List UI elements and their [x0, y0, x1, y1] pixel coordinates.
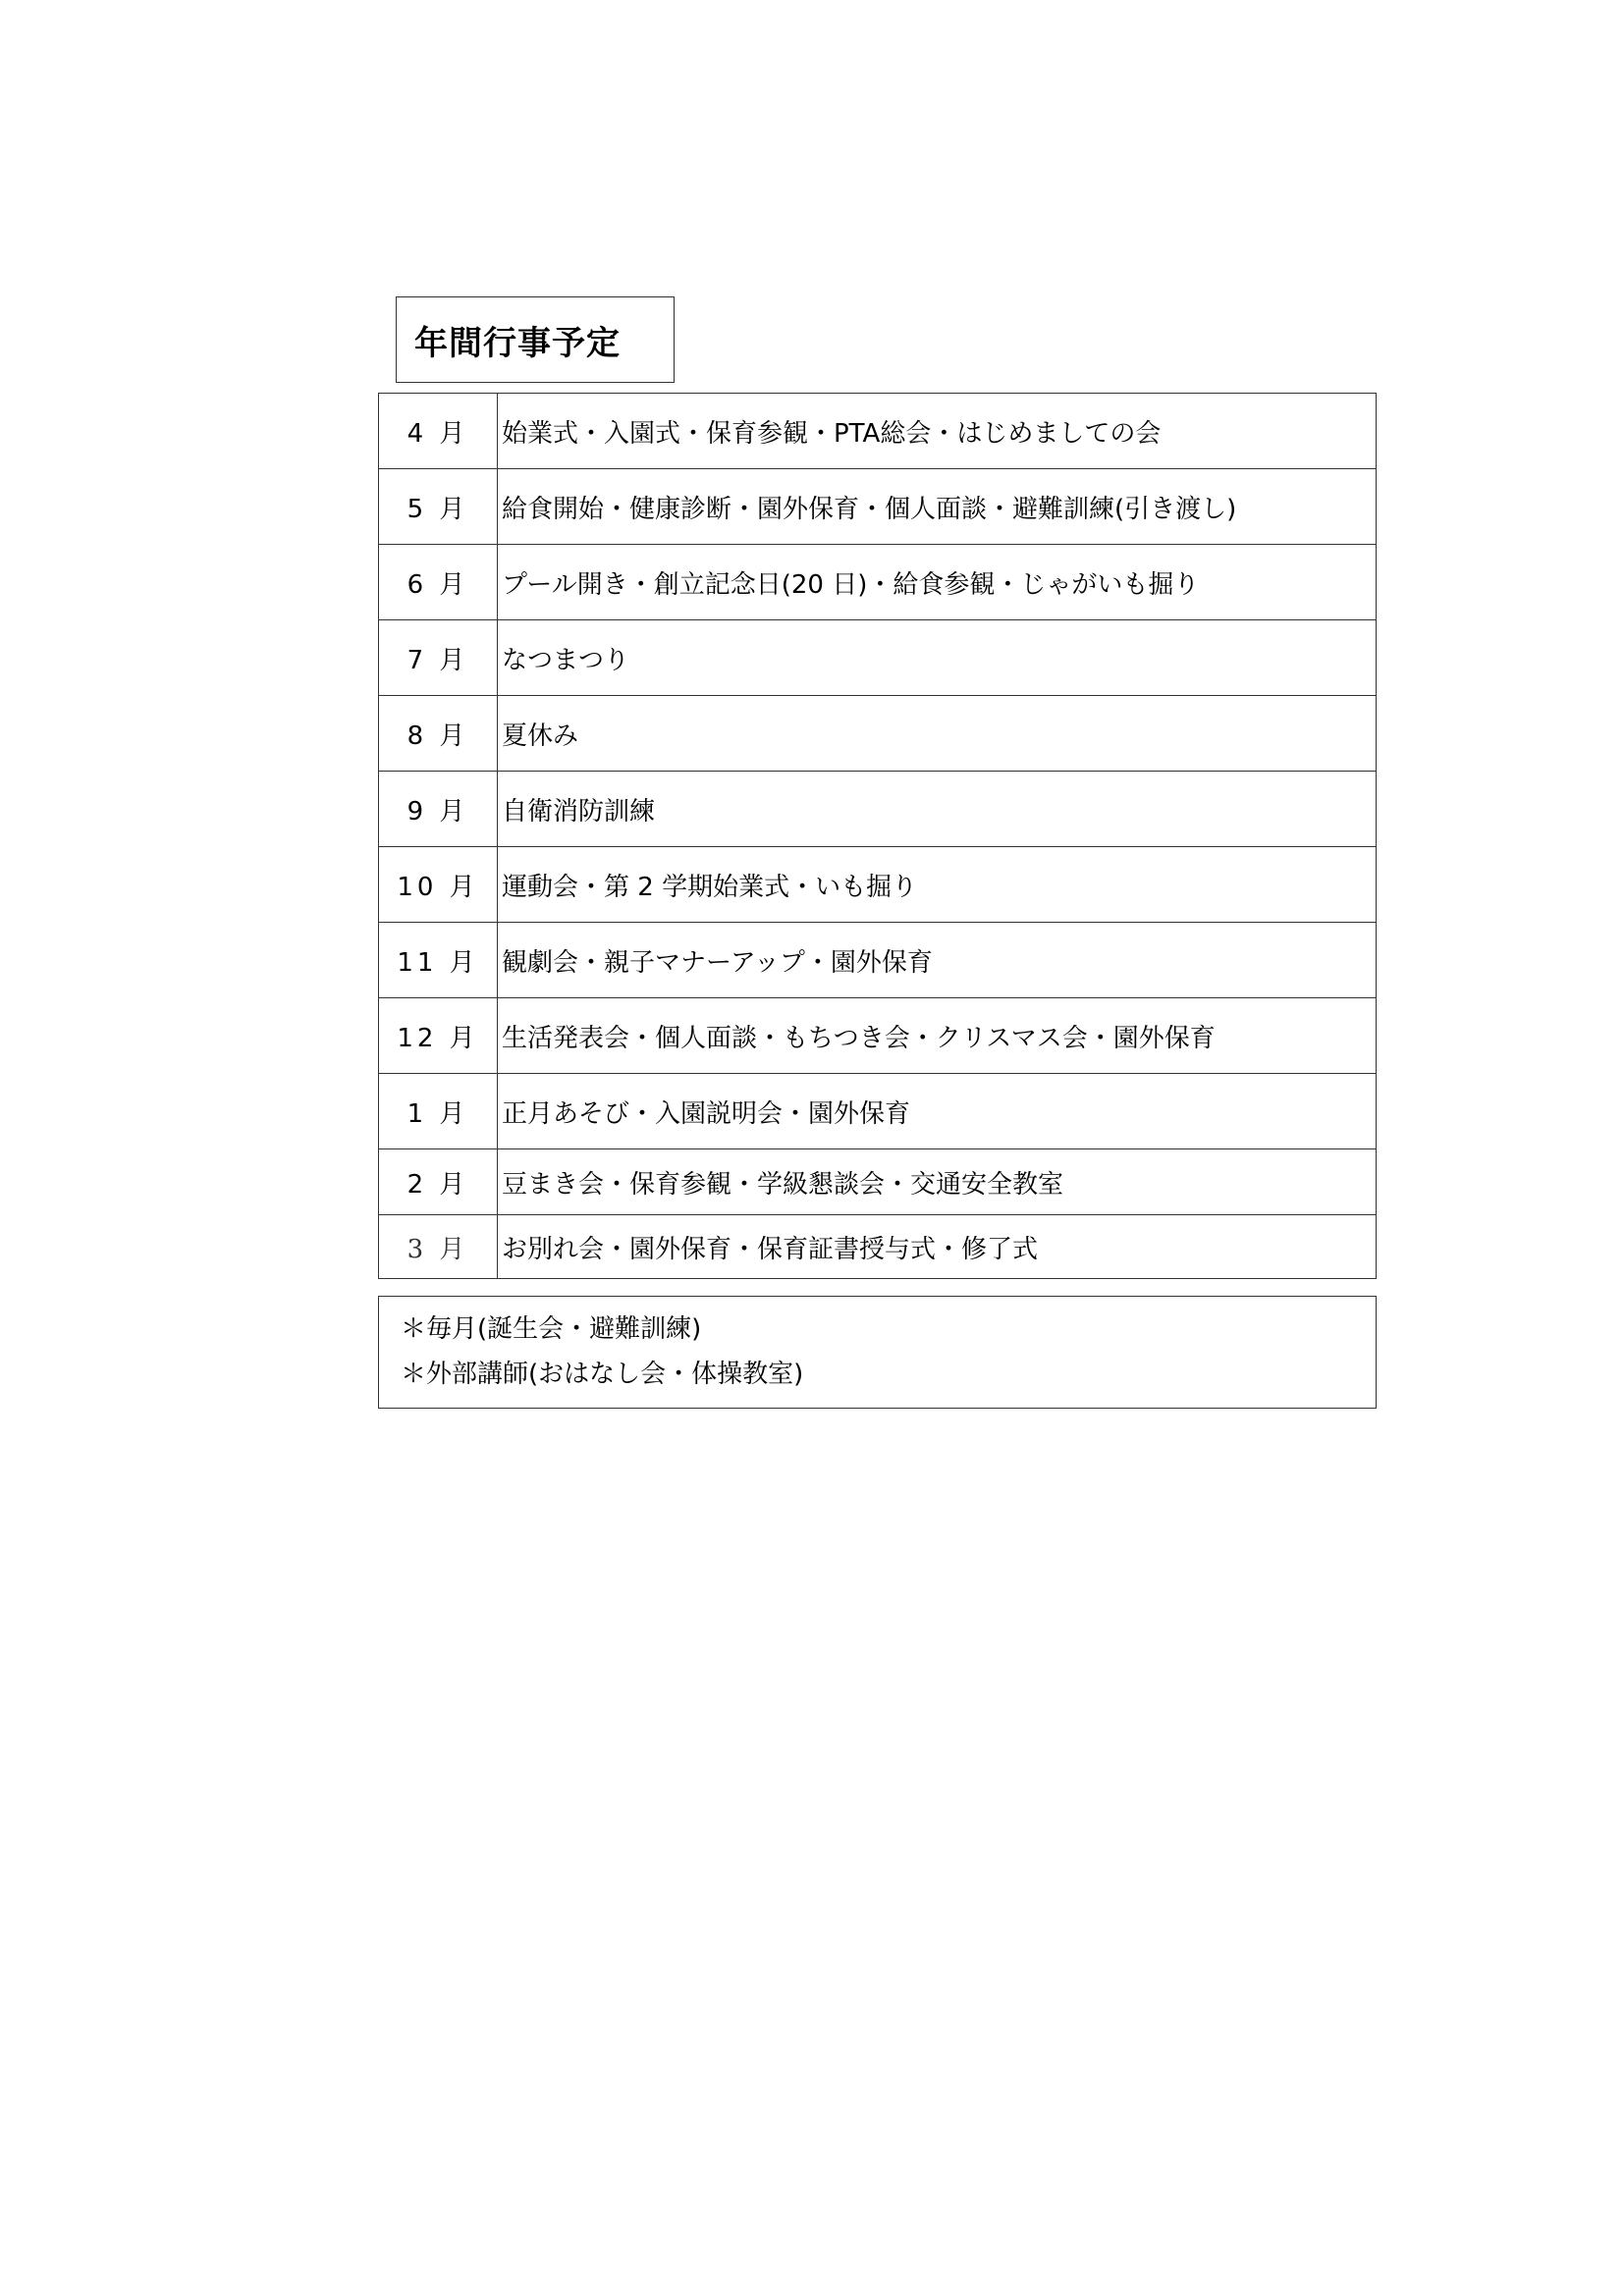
month-cell	[379, 1074, 498, 1149]
events-cell: お別れ会・園外保育・保育証書授与式・修了式	[498, 1215, 1377, 1279]
month-label: 11 月	[397, 947, 479, 978]
month-label: 1 月	[406, 1098, 469, 1129]
month-label: 4 月	[406, 418, 469, 449]
table-row	[379, 772, 1377, 847]
month-cell	[379, 1149, 498, 1215]
events-cell: プール開き・創立記念日(20 日)・給食参観・じゃがいも掘り	[498, 545, 1377, 620]
table-row	[379, 847, 1377, 923]
events-cell: 観劇会・親子マナーアップ・園外保育	[498, 923, 1377, 998]
month-cell	[379, 1215, 498, 1279]
month-cell	[379, 696, 498, 772]
annual-schedule-table	[378, 393, 1377, 1279]
month-cell	[379, 469, 498, 545]
table-row	[379, 1149, 1377, 1215]
note-external-instructors: ＊外部講師(おはなし会・体操教室)	[401, 1360, 804, 1389]
month-label: 12 月	[397, 1023, 479, 1053]
note-monthly: ＊毎月(誕生会・避難訓練)	[401, 1314, 702, 1344]
events-cell: 給食開始・健康診断・園外保育・個人面談・避難訓練(引き渡し)	[498, 469, 1377, 545]
month-label: 10 月	[397, 872, 479, 902]
month-cell	[379, 620, 498, 696]
table-row	[379, 545, 1377, 620]
month-label: 6 月	[406, 569, 469, 600]
events-cell: なつまつり	[498, 620, 1377, 696]
month-label: 8 月	[406, 721, 469, 751]
month-cell	[379, 394, 498, 469]
month-cell	[379, 772, 498, 847]
month-label: 2 月	[406, 1169, 469, 1200]
page-title: 年間行事予定	[414, 323, 621, 363]
table-row	[379, 469, 1377, 545]
table-row	[379, 998, 1377, 1074]
events-cell: 運動会・第 2 学期始業式・いも掘り	[498, 847, 1377, 923]
table-row	[379, 1215, 1377, 1279]
month-label: 7 月	[406, 645, 469, 675]
events-cell: 生活発表会・個人面談・もちつき会・クリスマス会・園外保育	[498, 998, 1377, 1074]
table-row	[379, 696, 1377, 772]
month-cell	[379, 847, 498, 923]
table-row	[379, 394, 1377, 469]
table-row	[379, 1074, 1377, 1149]
events-cell: 始業式・入園式・保育参観・PTA総会・はじめましての会	[498, 394, 1377, 469]
events-cell: 正月あそび・入園説明会・園外保育	[498, 1074, 1377, 1149]
month-cell	[379, 545, 498, 620]
month-cell	[379, 923, 498, 998]
notes-box	[378, 1296, 1377, 1409]
month-label: 9 月	[406, 796, 469, 827]
events-cell: 豆まき会・保育参観・学級懇談会・交通安全教室	[498, 1149, 1377, 1215]
table-row	[379, 923, 1377, 998]
month-label: 5 月	[406, 494, 469, 524]
table-row	[379, 620, 1377, 696]
events-cell: 夏休み	[498, 696, 1377, 772]
events-cell: 自衛消防訓練	[498, 772, 1377, 847]
title-box	[396, 296, 675, 383]
month-cell	[379, 998, 498, 1074]
month-label: 3 月	[406, 1234, 469, 1264]
